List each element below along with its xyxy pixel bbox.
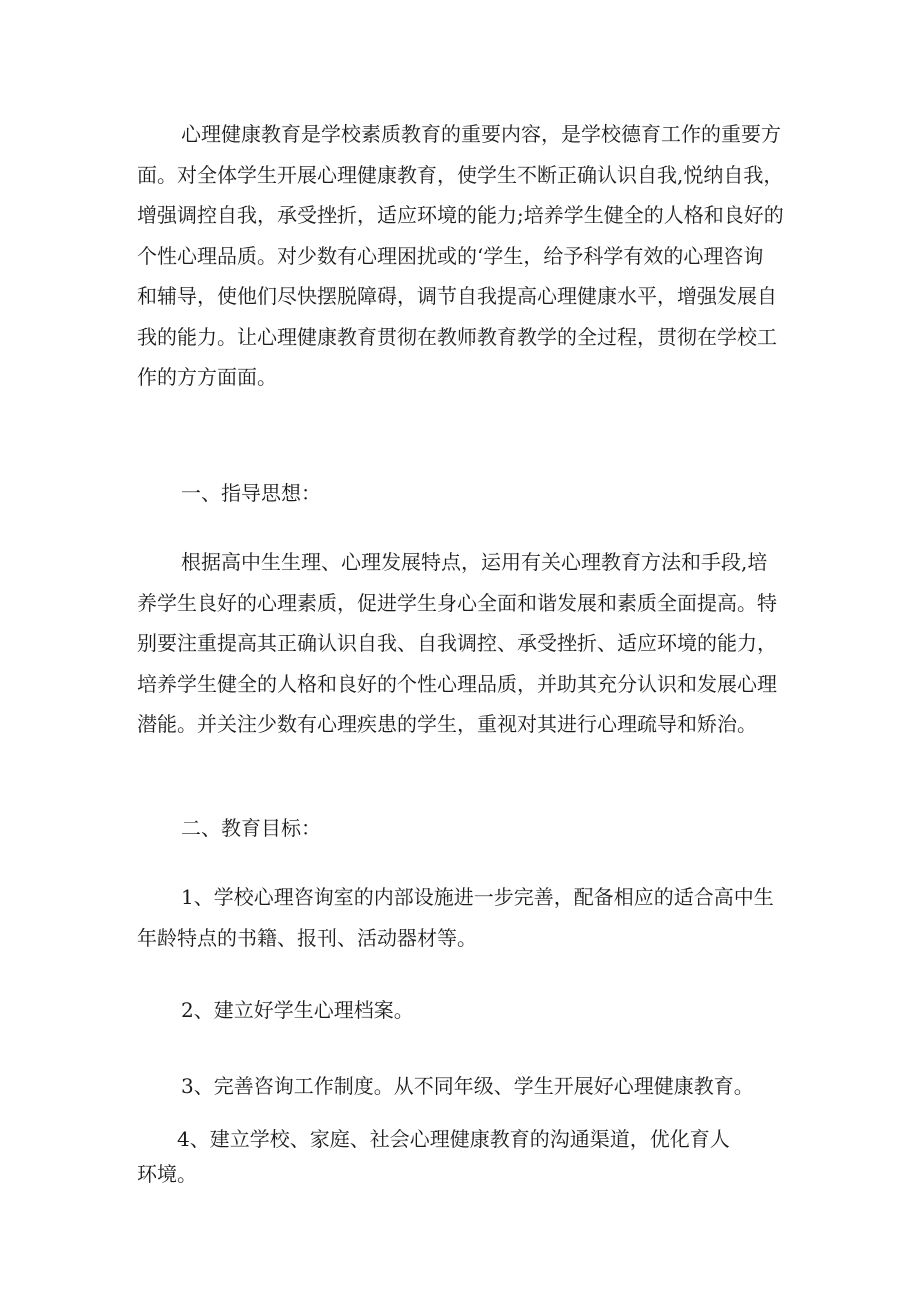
goal-line: 年龄特点的书籍、报刊、活动器材等。 (137, 925, 477, 950)
guiding-line: 养学生良好的心理素质，促进学生身心全面和谐发展和素质全面提高。特 (137, 590, 777, 615)
section-heading: 一、指导思想： (181, 481, 321, 505)
intro-line: 面。对全体学生开展心理健康教育，使学生不断正确认识自我,悦纳自我， (137, 162, 784, 187)
goal-1-paragraph (137, 877, 774, 958)
intro-line: 增强调控自我，承受挫折，适应环境的能力;培养学生健全的人格和良好的 (137, 203, 784, 227)
goal-4-paragraph (137, 1122, 730, 1192)
goal-line: 环境。 (137, 1162, 197, 1186)
goal-2-paragraph (137, 990, 414, 1031)
intro-line: 个性心理品质。对少数有心理困扰或的‘学生，给予科学有效的心理咨询 (137, 243, 764, 268)
intro-line: 和辅导，使他们尽快摆脱障碍，调节自我提高心理健康水平，增强发展自 (137, 284, 777, 308)
guiding-line: 潜能。并关注少数有心理疾患的学生，重视对其进行心理疏导和矫治。 (137, 712, 757, 736)
intro-line: 作的方方面面。 (137, 365, 277, 389)
guiding-line: 培养学生健全的人格和良好的个性心理品质，并助其充分认识和发展心理 (137, 671, 777, 696)
heading-guiding-ideology (137, 473, 321, 514)
guiding-line: 别要注重提高其正确认识自我、自我调控、承受挫折、适应环境的能力， (137, 631, 777, 655)
intro-line: 我的能力。让心理健康教育贯彻在教师教育教学的全过程，贯彻在学校工 (137, 324, 777, 349)
guiding-paragraph (137, 542, 777, 745)
intro-paragraph (137, 114, 784, 398)
guiding-line: 根据高中生生理、心理发展特点，运用有关心理教育方法和手段,培 (181, 550, 768, 574)
goal-line: 2、建立好学生心理档案。 (181, 998, 414, 1022)
goal-line: 1、学校心理咨询室的内部设施进一步完善，配备相应的适合高中生 (181, 885, 774, 909)
goal-line: 3、完善咨询工作制度。从不同年级、学生开展好心理健康教育。 (181, 1074, 754, 1098)
goal-line: 4、建立学校、家庭、社会心理健康教育的沟通渠道，优化育人 (177, 1127, 730, 1151)
intro-line: 心理健康教育是学校素质教育的重要内容，是学校德育工作的重要方 (181, 122, 781, 146)
heading-education-goals (137, 808, 321, 849)
section-heading: 二、教育目标： (181, 816, 321, 840)
goal-3-paragraph (137, 1066, 754, 1107)
